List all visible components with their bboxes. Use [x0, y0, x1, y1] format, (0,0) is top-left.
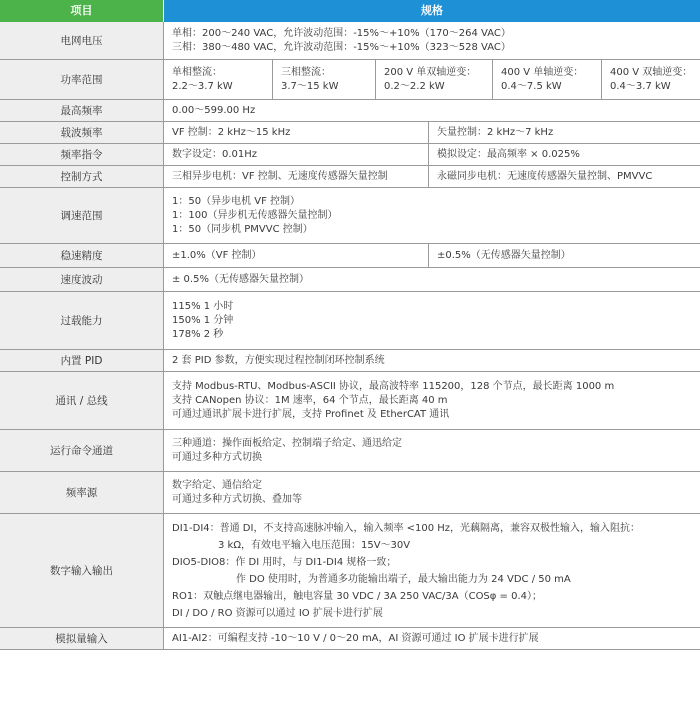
value-right: 矢量控制：2 kHz～7 kHz — [437, 126, 554, 138]
power-cell — [273, 60, 376, 99]
row-value — [164, 372, 700, 429]
value-line: 可通过多种方式切换 — [172, 451, 262, 463]
value-line: 178% 2 秒 — [172, 328, 224, 340]
value-line: 数字给定、通信给定 — [172, 479, 262, 491]
row-power-range — [0, 60, 700, 100]
power-cell — [376, 60, 493, 99]
row-label: 过载能力 — [0, 292, 164, 349]
value-left: VF 控制：2 kHz～15 kHz — [164, 122, 429, 143]
value-left: 数字设定：0.01Hz — [164, 144, 429, 165]
cell-value: 0.4～7.5 kW — [501, 80, 562, 92]
cell-title: 单相整流： — [172, 66, 222, 78]
row-value — [164, 268, 700, 291]
power-cell — [164, 60, 273, 99]
value-line: 单相：200～240 VAC，允许波动范围：-15%～+10%（170～264 VAC） — [172, 27, 511, 39]
value-line: DI1-DI4：普通 DI，不支持高速脉冲输入，输入频率 <100 Hz，光藕隔离，兼容双极性输入，输入阻抗： — [172, 522, 641, 534]
row-value — [164, 244, 700, 267]
power-cell — [493, 60, 602, 99]
value-line: AI1-AI2：可编程支持 -10～10 V / 0～20 mA，AI 资源可通过 IO 扩展卡进行扩展 — [172, 632, 539, 644]
row-digital-io — [0, 514, 700, 628]
row-label: 电网电压 — [0, 22, 164, 59]
value-line: 支持 Modbus-RTU、Modbus-ASCII 协议，最高波特率 115200，128 个节点，最长距离 1000 m — [172, 380, 615, 392]
header-spec: 规格 — [164, 0, 700, 22]
row-pid — [0, 350, 700, 372]
row-label: 功率范围 — [0, 60, 164, 99]
value-left: ±1.0%（VF 控制） — [164, 244, 429, 267]
value-line: 作 DO 使用时，为普通多功能输出端子，最大输出能力为 24 VDC / 50 mA — [236, 573, 571, 585]
row-label: 控制方式 — [0, 166, 164, 187]
value-line: 三种通道：操作面板给定、控制端子给定、通迅给定 — [172, 437, 402, 449]
value-left: 三相异步电机：VF 控制、无速度传感器矢量控制 — [164, 166, 429, 187]
row-label: 频率源 — [0, 472, 164, 513]
value-right: 永磁同步电机：无速度传感器矢量控制、PMVVC — [437, 170, 653, 182]
row-value — [164, 292, 700, 349]
row-value — [164, 628, 700, 649]
row-label: 通讯 / 总线 — [0, 372, 164, 429]
cell-title: 400 V 双轴逆变： — [610, 66, 693, 78]
row-overload — [0, 292, 700, 350]
row-value — [164, 22, 700, 59]
row-value — [164, 100, 700, 121]
value-right: 模拟设定：最高频率 × 0.025% — [437, 148, 580, 160]
row-label: 数字输入输出 — [0, 514, 164, 627]
table-header — [0, 0, 700, 22]
row-value — [164, 472, 700, 513]
row-label: 频率指令 — [0, 144, 164, 165]
row-label: 内置 PID — [0, 350, 164, 371]
cell-value: 0.4～3.7 kW — [610, 80, 671, 92]
power-cell — [602, 60, 700, 99]
value-line: DI / DO / RO 资源可以通过 IO 扩展卡进行扩展 — [172, 607, 383, 619]
cell-value: 0.2～2.2 kW — [384, 80, 445, 92]
row-label: 调速范围 — [0, 188, 164, 243]
row-label: 模拟量输入 — [0, 628, 164, 649]
row-label: 稳速精度 — [0, 244, 164, 267]
row-grid-voltage — [0, 22, 700, 60]
row-label: 运行命令通道 — [0, 430, 164, 471]
cell-value: 3.7～15 kW — [281, 80, 339, 92]
row-value — [164, 514, 700, 627]
row-speed-range — [0, 188, 700, 244]
value-right: ±0.5%（无传感器矢量控制） — [437, 249, 571, 261]
value-line: 可通过多种方式切换、叠加等 — [172, 493, 302, 505]
row-label: 载波频率 — [0, 122, 164, 143]
row-carrier-frequency — [0, 122, 700, 144]
value-line: 可通过通讯扩展卡进行扩展，支持 Profinet 及 EtherCAT 通讯 — [172, 408, 450, 420]
row-run-command — [0, 430, 700, 472]
row-analog-input — [0, 628, 700, 650]
cell-title: 三相整流： — [281, 66, 331, 78]
row-value — [164, 430, 700, 471]
row-value — [164, 166, 700, 187]
row-label: 速度波动 — [0, 268, 164, 291]
value-line: 三相：380～480 VAC，允许波动范围：-15%～+10%（323～528 VAC） — [172, 41, 511, 53]
row-communication — [0, 372, 700, 430]
row-value — [164, 350, 700, 371]
value-line: 1：100（异步机无传感器矢量控制） — [172, 209, 338, 221]
value-line: RO1：双触点继电器输出，触电容量 30 VDC / 3A 250 VAC/3A（COSφ = 0.4）； — [172, 590, 543, 602]
row-max-frequency — [0, 100, 700, 122]
cell-title: 400 V 单轴逆变： — [501, 66, 584, 78]
value-line: 1：50（同步机 PMVVC 控制） — [172, 223, 313, 235]
cell-title: 200 V 单双轴逆变： — [384, 66, 477, 78]
row-speed-fluctuation — [0, 268, 700, 292]
value-line: 支持 CANopen 协议：1M 速率，64 个节点，最长距离 40 m — [172, 394, 448, 406]
value-line: DIO5-DIO8：作 DI 用时，与 DI1-DI4 规格一致； — [172, 556, 397, 568]
value-line: 0.00～599.00 Hz — [172, 104, 256, 116]
cell-value: 2.2～3.7 kW — [172, 80, 233, 92]
value-line: ± 0.5%（无传感器矢量控制） — [172, 273, 309, 285]
value-line: 3 kΩ，有效电平输入电压范围：15V～30V — [218, 539, 411, 551]
value-line: 150% 1 分钟 — [172, 314, 234, 326]
row-label: 最高频率 — [0, 100, 164, 121]
header-item: 项目 — [0, 0, 164, 22]
row-speed-accuracy — [0, 244, 700, 268]
row-value — [164, 188, 700, 243]
row-frequency-source — [0, 472, 700, 514]
row-value — [164, 122, 700, 143]
row-control-mode — [0, 166, 700, 188]
value-line: 115% 1 小时 — [172, 300, 234, 312]
value-line: 1：50（异步电机 VF 控制） — [172, 195, 301, 207]
value-line: 2 套 PID 参数，方便实现过程控制闭环控制系统 — [172, 354, 385, 366]
row-value — [164, 60, 700, 99]
row-frequency-command — [0, 144, 700, 166]
row-value — [164, 144, 700, 165]
